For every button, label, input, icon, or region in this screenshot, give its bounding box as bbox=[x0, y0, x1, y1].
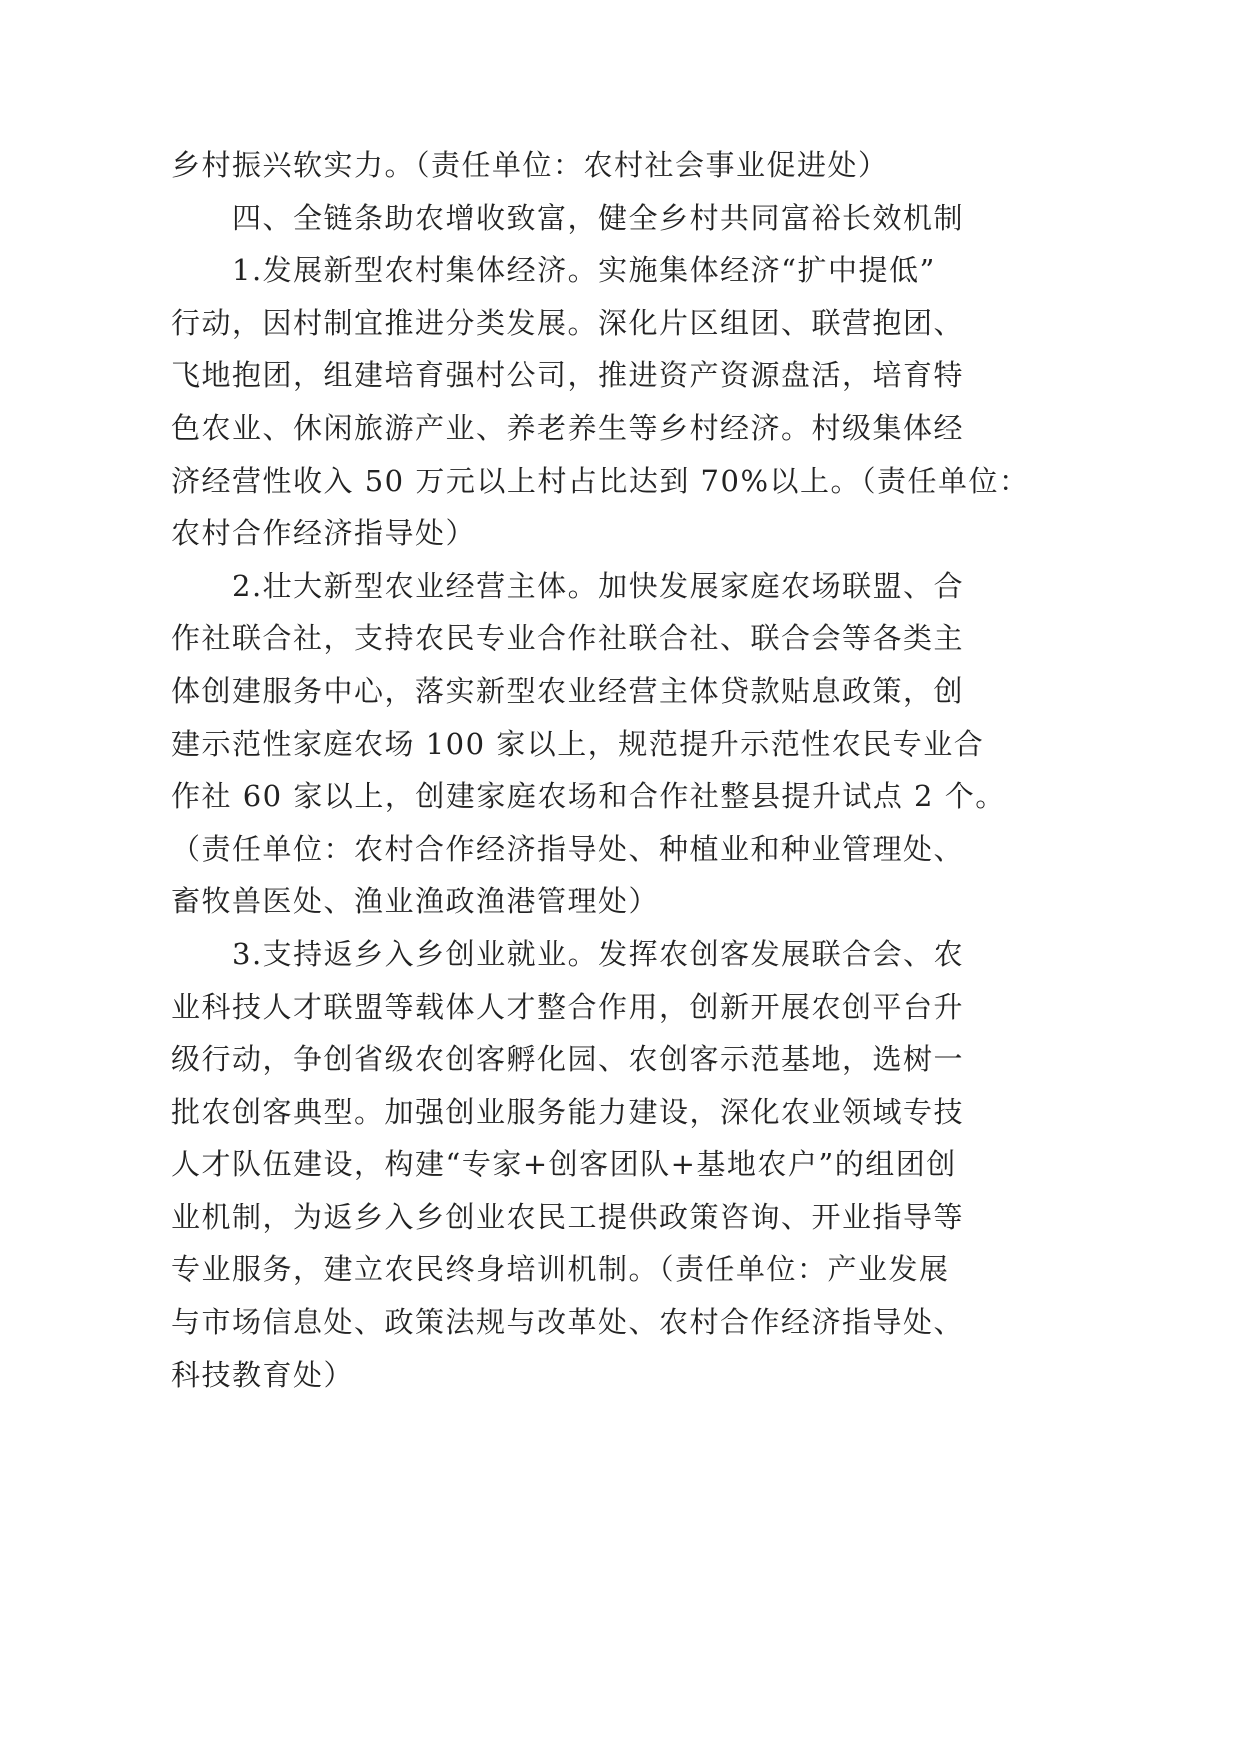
text-line: 色农业、休闲旅游产业、养老养生等乡村经济。村级集体经 bbox=[171, 410, 965, 445]
paragraph-item-1 bbox=[171, 244, 1071, 560]
section-heading bbox=[171, 192, 1071, 245]
text-line: 科技教育处） bbox=[171, 1357, 355, 1392]
text-line: 3.支持返乡入乡创业就业。发挥农创客发展联合会、农 bbox=[232, 936, 965, 971]
text-line: 体创建服务中心，落实新型农业经营主体贷款贴息政策，创 bbox=[171, 673, 965, 708]
text-line: 建示范性家庭农场 100 家以上，规范提升示范性农民专业合 bbox=[171, 726, 985, 761]
text-line: 作社 60 家以上，创建家庭农场和合作社整县提升试点 2 个。 bbox=[171, 779, 1006, 814]
text-line: 畜牧兽医处、渔业渔政渔港管理处） bbox=[171, 884, 660, 919]
document-body bbox=[171, 139, 1071, 1401]
text-line: 1.发展新型农村集体经济。实施集体经济“扩中提低” bbox=[232, 253, 936, 288]
text-line: 2.壮大新型农业经营主体。加快发展家庭农场联盟、合 bbox=[232, 568, 965, 603]
text-line: （责任单位：农村合作经济指导处、种植业和种业管理处、 bbox=[171, 831, 965, 866]
text-line: 批农创客典型。加强创业服务能力建设，深化农业领域专技 bbox=[171, 1094, 965, 1129]
text-line: 飞地抱团，组建培育强村公司，推进资产资源盘活，培育特 bbox=[171, 358, 965, 393]
text-line: 与市场信息处、政策法规与改革处、农村合作经济指导处、 bbox=[171, 1305, 965, 1340]
text-line: 农村合作经济指导处） bbox=[171, 516, 477, 551]
text-line: 业机制，为返乡入乡创业农民工提供政策咨询、开业指导等 bbox=[171, 1199, 965, 1234]
text-line: 专业服务，建立农民终身培训机制。（责任单位：产业发展 bbox=[171, 1252, 950, 1287]
paragraph-item-2 bbox=[171, 560, 1071, 928]
text-line: 济经营性收入 50 万元以上村占比达到 70%以上。（责任单位： bbox=[171, 463, 1030, 498]
text-line: 人才队伍建设，构建“专家+创客团队+基地农户”的组团创 bbox=[171, 1147, 957, 1182]
paragraph-continuation bbox=[171, 139, 1071, 192]
section-heading-text: 四、全链条助农增收致富，健全乡村共同富裕长效机制 bbox=[232, 200, 965, 235]
paragraph-item-3 bbox=[171, 928, 1071, 1401]
text-line: 业科技人才联盟等载体人才整合作用，创新开展农创平台升 bbox=[171, 989, 965, 1024]
text-line: 行动，因村制宜推进分类发展。深化片区组团、联营抱团、 bbox=[171, 305, 965, 340]
text-line: 级行动，争创省级农创客孵化园、农创客示范基地，选树一 bbox=[171, 1042, 965, 1077]
text-line: 乡村振兴软实力。（责任单位：农村社会事业促进处） bbox=[171, 148, 889, 182]
text-line: 作社联合社，支持农民专业合作社联合社、联合会等各类主 bbox=[171, 621, 965, 656]
